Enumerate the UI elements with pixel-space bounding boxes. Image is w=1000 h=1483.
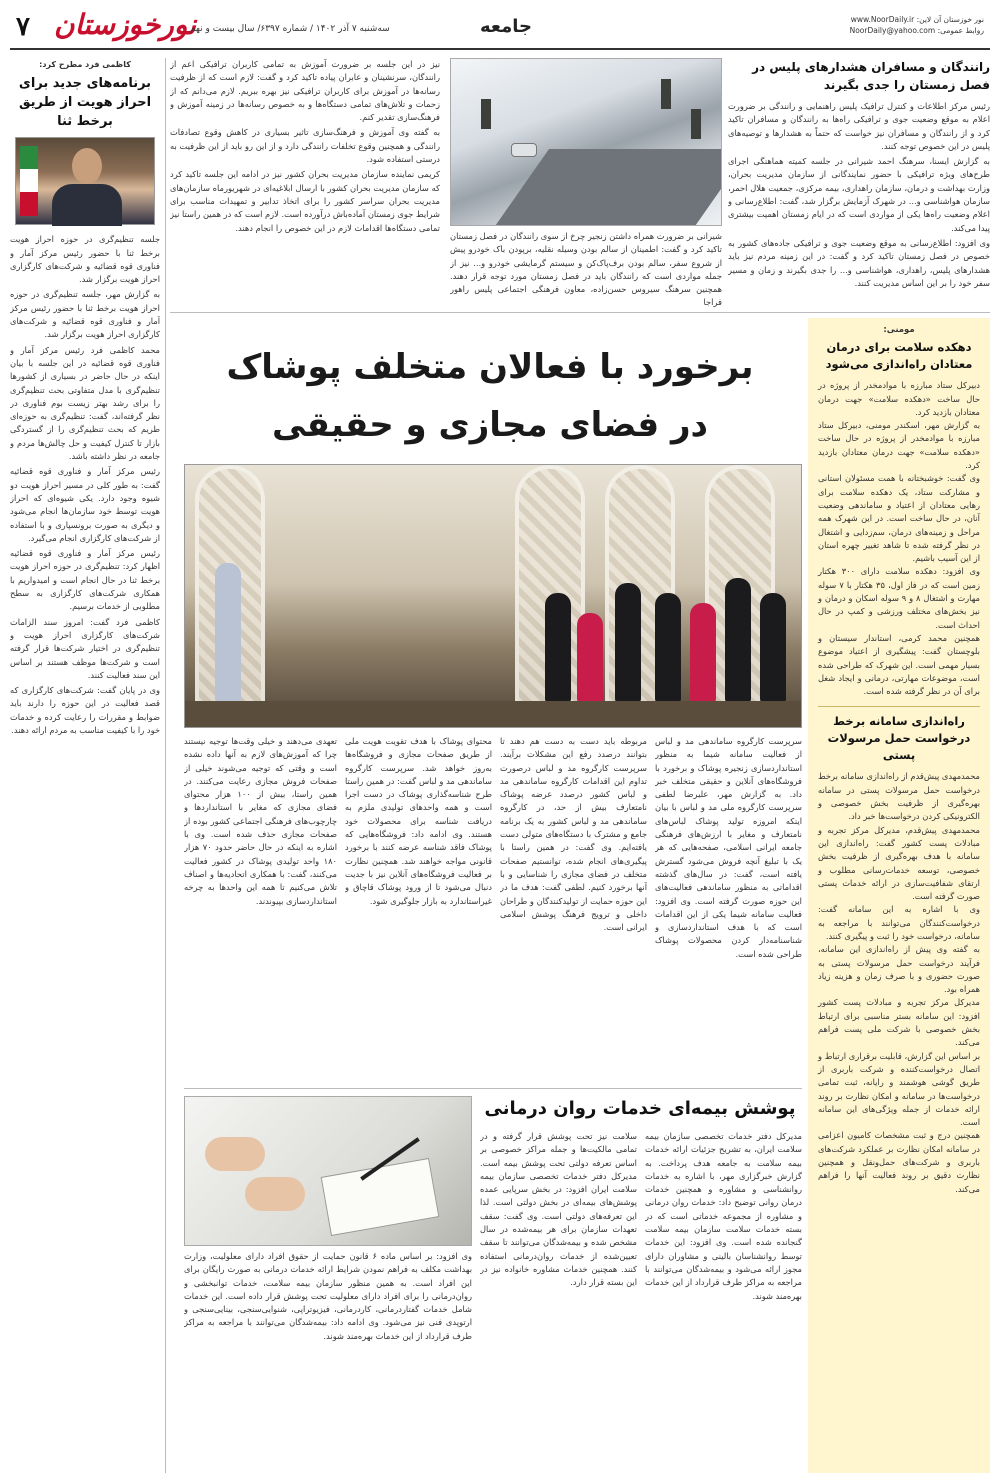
main-story-text: مربوطه باید دست به دست هم دهند تا بتوانند درصدد رفع این مشکلات برآیند. سرپرست کارگروه مد و لباس درصورت تداوم این اقدامات کارگروه ساماندهی مد و لباس کشور درصدد عرضه پوشاک نامتعارف بیش از حد، در کارگروه ساماندهی مد و لباس کشور به یک برنامه جامع و مشترک با دستگاه‌های متولی دست یافته‌ایم. وی گفت: در همین راستا با پیگیری‌های انجام شده، توانستیم صفحات متخلف در فضای مجازی را شناسایی و با آنها برخورد کنیم. لطفی گفت: هدف ما در این حوزه حمایت از تولیدکنندگان و طراحان داخلی و ترویج فرهنگ پوشش اسلامی ایرانی است. xyxy=(500,736,647,933)
road-shape xyxy=(493,149,722,226)
left-story-paragraph: محمد کاظمی فرد رئیس مرکز آمار و فناوری قوه قضائیه در این جلسه با بیان اینکه در حال حاضر در بسیاری از کشورها تنظیم‌گری با مدل متفاوتی بحث تنظیم‌گری را برای رشد بهتر زیست بوم فناوری در نظر گرفته‌اند، گفت: تنظیم‌گری به حوزه‌ای طریم که بحث تنظیم‌گری را از گستردگی بازار تا کنترل کیفیت و حل چالش‌ها مردم و جامعه در نظر داشته باشد. xyxy=(10,344,160,462)
health-village-paragraph: وی گفت: خوشبختانه با همت مسئولان استانی و مشارکت ستاد، یک دهکده سلامت برای رهایی معتادان از اعتیاد و ساماندهی وضعیت آنان، در حال ساخت است. در این شهرک همه مراحل و زمینه‌های درمان، سم‌زدایی و اشتغال در نظر گرفته شده تا شاهد تغییر چهره استان از این آسیب باشیم. xyxy=(818,473,980,564)
mannequin-shape xyxy=(690,603,716,703)
postal-system-paragraph: به گفته وی پیش از راه‌اندازی این سامانه، فرآیند درخواست حمل مرسولات پستی به صورت حضوری و با صرف زمان و هزینه زیاد همراه بود. xyxy=(818,944,980,995)
main-story-text: سرپرست کارگروه ساماندهی مد و لباس از فعالیت سامانه شیما به منظور استانداردسازی زنجیره پوشاک و برخورد با فروشگاه‌های آنلاین و حقیقی متخلف خبر داد. به گزارش مهر، علیرضا لطفی سرپرست کارگروه ملی مد و لباس با بیان اینکه امروزه تولید پوشاک لباس‌های نامتعارف و مغایر با ارزش‌های فرهنگی جامعه ایرانی اسلامی، صفحه‌هایی که هر یک با تبلیغ آنچه فروش می‌شود گسترش یافته است، گفت: در سال‌های گذشته اقداماتی به منظور ساماندهی فعالیت‌های این حوزه صورت گرفته است. وی افزود: فعالیت سامانه شیما یکی از این اقدامات است که با هدف استانداردسازی و شناسنامه‌دار کردن محصولات پوشاک طراحی شده است. xyxy=(655,736,802,959)
insurance-text: مدیرکل دفتر خدمات تخصصی سازمان بیمه سلامت ایران، به تشریح جزئیات ارائه خدمات بیمه سلامت به جامعه هدف پرداخت. به گزارش خبرگزاری مهر، با اشاره به خدمات روانشناسی و مشاوره و همچنین خدمات درمان روانی توضیح داد: خدمات روان درمانی و مشاوره از مجموعه خدماتی است که در بسته خدمات سلامت سازمان بیمه سلامت گنجانده شده است. وی افزود: این خدمات توسط روانشناسان بالینی و مشاوران دارای مجوز ارائه می‌شود و بیمه‌شدگان می‌توانند با مراجعه به مراکز طرف قرارداد از این خدمات بهره‌مند شوند. xyxy=(645,1131,802,1301)
main-story-column-4 xyxy=(184,735,337,1085)
left-story xyxy=(10,58,160,1473)
left-story-paragraph: رئیس مرکز آمار و فناوری قوه قضائیه گفت: به طور کلی در مسیر احراز هویت دو شیوه وجود دارد. یکی شیوه‌ای که احراز هویت توسط خود سازمان‌ها انجام می‌شود و دیگری به صورت برونسپاری و با استفاده از شرکت‌های کارگزاری انجام می‌گیرد. xyxy=(10,466,160,543)
police-story-continued xyxy=(170,58,440,308)
mannequin-shape xyxy=(577,613,603,703)
therapy-session-photo xyxy=(184,1096,472,1246)
portrait-suit xyxy=(52,184,122,226)
official-portrait-photo xyxy=(15,137,155,225)
yellow-sidebar-content xyxy=(808,318,990,1473)
store-floor xyxy=(185,701,801,727)
insurance-headline: پوشش بیمه‌ای خدمات روان درمانی xyxy=(484,1098,796,1119)
section-title: جامعه xyxy=(480,16,532,37)
left-story-headline: برنامه‌های جدید برای احراز هویت از طریق برخط ثنا xyxy=(18,76,152,130)
mannequin-shape xyxy=(545,593,571,703)
postal-system-paragraph: بر اساس این گزارش، قابلیت برقراری ارتباط و اتصال درخواست‌کننده و شرکت باربری از طریق گوشی هوشمند و رایانه، ثبت تمامی درخواست‌ها در سامانه و امکان نظارت بر روند ارائه خدمات از جمله ویژگی‌های این سامانه است. xyxy=(818,1050,980,1128)
clothing-store-photo xyxy=(184,464,802,728)
flag-graphic xyxy=(20,146,38,216)
main-headline-line-2: در فضای مجازی و حقیقی xyxy=(272,405,708,445)
postal-system-paragraph: محمدمهدی پیش‌قدم از راه‌اندازی سامانه برخط درخواست حمل مرسولات پستی در سامانه بهره‌گیری از ظرفیت بخش خصوصی و الکترونیکی کردن درخواست‌ها خبر داد. xyxy=(818,771,980,822)
police-continued-paragraph: کریمی نماینده سازمان مدیریت بحران کشور نیز در ادامه این جلسه تاکید کرد که سازمان مدیریت بحران کشور با ارسال ابلاغیه‌ای در شهریورماه سازمان‌های مدیریت بحران سراسر کشور را برای اتخاذ تدابیر و تمهیدات مناسب برای شرایط جوی زمستان آماده‌باش درآورده است. لازم است که در همین راستا نیز تمامی دستگاه‌ها اقدامات لازم در این خصوص را انجام دهند. xyxy=(170,169,440,233)
hand-shape xyxy=(245,1177,305,1211)
main-story-column-1 xyxy=(655,735,802,1085)
main-headline-line-1: برخورد با فعالان متخلف پوشاک xyxy=(226,347,754,387)
health-village-paragraph: همچنین محمد کرمی، استاندار سیستان و بلوچستان گفت: پیشگیری از اعتیاد موضوع بسیار مهمی است. این شهرک که طراحی شده است، موضوعات مهارتی، درمانی و ایجاد شغل برای آن در نظر گرفته شده است. xyxy=(818,632,980,697)
masthead xyxy=(10,6,990,50)
hand-shape xyxy=(205,1137,265,1171)
main-story-text: محتوای پوشاک با هدف تقویت هویت ملی از طریق صفحات مجازی و فروشگاه‌ها به‌روز خواهد شد. سرپرست کارگروه ساماندهی مد و لباس گفت: در همین راستا طرح شناسه‌گذاری پوشاک در دست اجرا است و همه واحدهای تولیدی ملزم به دریافت شناسه برای محصولات خود هستند. وی ادامه داد: فروشگاه‌هایی که پوشاک فاقد شناسه عرضه کنند با برخورد قانونی مواجه خواهند شد. همچنین نظارت بر فعالیت فروشگاه‌های آنلاین نیز با جدیت دنبال می‌شود تا از ورود پوشاک قاچاق و غیراستاندارد به بازار جلوگیری شود. xyxy=(345,736,492,906)
tree-shape xyxy=(481,99,491,129)
left-story-paragraph: جلسه تنظیم‌گری در حوزه احراز هویت برخط ثنا با حضور رئیس مرکز آمار و فناوری قوه قضائیه و شرکت‌های کارگزاری احراز هویت برگزار شد. xyxy=(10,234,160,285)
left-story-paragraph: به گزارش مهر، جلسه تنظیم‌گری در حوزه احراز هویت برخط ثنا با حضور رئیس مرکز آمار و فناوری قوه قضائیه و شرکت‌های کارگزاری احراز هویت برگزار شد. xyxy=(10,289,160,340)
police-story-paragraph: رئیس مرکز اطلاعات و کنترل ترافیک پلیس راهنمایی و رانندگی بر ضرورت اعلام به موقع وضعیت جوی و ترافیکی راه‌ها به رانندگان و مسافران تاکید کرد و از رانندگان و مسافران نیز خواست که حتماً به هشدارها و توصیه‌های پلیس در این خصوص توجه کنند. xyxy=(728,101,990,151)
horizontal-divider xyxy=(170,312,990,313)
mannequin-shape xyxy=(725,578,751,703)
postal-system-paragraph: همچنین درج و ثبت مشخصات کامیون اعزامی در سامانه امکان نظارت بر عملکرد شرکت‌های باربری و شرکت‌های حمل‌ونقل و همچنین نظارت دقیق بر روند فعالیت آنها را فراهم می‌کند. xyxy=(818,1130,980,1194)
column-divider xyxy=(165,58,166,1473)
postal-system-paragraph: مدیرکل مرکز تجربه و مبادلات پست کشور افزود: این سامانه بستر مناسبی برای ارتباط بخش خصوصی با شرکت ملی پست فراهم می‌کند. xyxy=(818,997,980,1048)
police-continued-paragraph: به گفته وی آموزش و فرهنگ‌سازی تاثیر بسیاری در کاهش وقوع تصادفات رانندگی و همچنین وقوع تخلفات رانندگی دارد و از این رو باید از این ظرفیت به درستی استفاده شود. xyxy=(170,127,440,165)
contact-email[interactable]: روابط عمومی: NoorDaily@yahoo.com xyxy=(849,26,984,35)
health-village-paragraph: به گزارش مهر، اسکندر مومنی، دبیرکل ستاد مبارزه با موادمخدر از پروژه در حال ساخت «دهکده سلامت» جهت درمان معتادان بازدید کرد. xyxy=(818,420,980,471)
postal-system-headline: راه‌اندازی سامانه برخط درخواست حمل مرسولات پستی xyxy=(818,706,980,764)
insurance-text: سلامت نیز تحت پوشش قرار گرفته و در تمامی مالکیت‌ها و جمله مراکز خصوصی بر اساس تعرفه دولتی تحت پوشش بیمه است. مدیرکل دفتر خدمات تخصصی سازمان بیمه سلامت ایران افزود: در بخش سرپایی عمده پوشش‌های بیمه‌ای در بخش دولتی است. لذا این تعرفه‌های دولتی است. وی گفت: سقف تعهدات سازمان برای هر بیمه‌شده در سال مشخص شده و بیمه‌شدگان می‌توانند تا سقف تعیین‌شده از خدمات روان‌درمانی استفاده کنند. همچنین خدمات مشاوره خانواده نیز در این بسته قرار دارد. xyxy=(480,1131,637,1288)
left-story-paragraph: کاظمی فرد گفت: امروز سند الزامات شرکت‌های کارگزاری احراز هویت و تنظیم‌گری در اختیار شرکت‌ها قرار گرفته است و شرکت‌ها موظف هستند بر اساس این سند فعالیت کنند. xyxy=(10,616,160,680)
snowy-road-photo xyxy=(450,58,722,226)
main-headline xyxy=(180,338,800,454)
police-warning-story xyxy=(728,58,990,308)
left-story-paragraph: رئیس مرکز آمار و فناوری قوه قضائیه اظهار کرد: تنظیم‌گری در حوزه احراز هویت برخط ثنا در حال انجام است و امیدواریم با همکاری شرکت‌های کارگزاری به سطح مطلوبی از خدمات برسیم. xyxy=(10,548,160,612)
snow-photo-caption xyxy=(450,230,722,310)
insurance-column-2 xyxy=(480,1130,637,1473)
main-story-text: تعهدی می‌دهند و خیلی وقت‌ها توجیه نیستند چرا که آموزش‌های لازم به آنها داده نشده است و وقتی که توجیه می‌شوند خیلی از صفحات فروش مجازی رعایت می‌کنند. در همین راستا، بیش از ۱۰۰ هزار محتوای فضای مجازی که مغایر با استانداردها و چارچوب‌های فرهنگی اجتماعی کشور بوده از صفحات مجازی حذف شده است. وی با اشاره به اینکه در حال حاضر حدود ۷۰ هزار ۱۸۰ واحد تولیدی پوشاک در کشور فعالیت می‌کنند، گفت: با همکاری اتحادیه‌ها و اصناف تلاش می‌کنیم تا همه این واحدها به چرخه استانداردسازی بپیوندند. xyxy=(184,736,337,906)
health-village-kicker: مومنی: xyxy=(883,325,915,335)
mannequin-shape xyxy=(215,563,241,703)
horizontal-divider xyxy=(184,1088,802,1089)
portrait-head xyxy=(72,148,102,184)
police-story-paragraph: وی افزود: اطلاع‌رسانی به موقع وضعیت جوی و ترافیکی جاده‌های کشور به خصوص در فصل زمستان تاکید کرد و گفت: در این زمینه مردم نیز باید هشدارهای پلیس، راهداری، هواشناسی و... را جدی بگیرند و زمان و مسیر سفر خود را بر این اساس مدیریت کنند. xyxy=(728,237,990,288)
yellow-sidebar xyxy=(808,318,990,1473)
left-story-paragraph: وی در پایان گفت: شرکت‌های کارگزاری که قصد فعالیت در این حوزه را دارند باید ضوابط و مقررات را رعایت کرده و خدمات خود را با کیفیت مناسب به مردم ارائه دهند. xyxy=(10,685,160,735)
police-continued-paragraph: نیز در این جلسه بر ضرورت آموزش به تمامی کاربران ترافیکی اعم از رانندگان، سرنشینان و عابران پیاده تاکید کرد و گفت: لازم است که از ظرفیت رسانه‌ها در آموزش برای کاربران ترافیکی نیز بهره ببریم. لازم می‌دانم که از زحمات و تلاش‌های تمامی دستگاه‌ها و به خصوص رسانه‌ها در زمینه آموزش و فرهنگ‌سازی تقدیر کنم. xyxy=(170,59,440,123)
left-story-kicker: کاظمی فرد مطرح کرد: xyxy=(39,60,131,69)
mannequin-shape xyxy=(615,583,641,703)
mannequin-shape xyxy=(760,593,786,703)
notepad-shape xyxy=(321,1158,440,1236)
police-story-paragraph: به گزارش ایسنا، سرهنگ احمد شیرانی در جلسه کمیته هماهنگی اجرای طرح‌های ویژه ترافیکی با حضور نمایندگانی از سازمان مدیریت بحران، وزارت بهداشت و درمان، سازمان راهداری، بیمه مرکزی، جمعیت هلال احمر، سازمان هواشناسی و... در شهرک آزمایش برگزار شد، گفت: اطلاع‌رسانی و اعلام وضعیت راه‌ها یکی از مواردی است که در ایام زمستان اهمیت بیشتری پیدا می‌کند. xyxy=(728,156,990,233)
postal-system-paragraph: وی با اشاره به این سامانه گفت: درخواست‌کنندگان می‌توانند با مراجعه به سامانه، درخواست خود را ثبت و پیگیری کنند. xyxy=(818,904,980,941)
newspaper-logo: نورخوزستان xyxy=(54,8,197,41)
issue-info: سه‌شنبه ۷ آذر ۱۴۰۲ / شماره ۶۳۹۷/ سال بیست و نهم xyxy=(190,24,390,34)
main-story-column-3 xyxy=(345,735,492,1085)
insurance-column-3 xyxy=(184,1250,472,1473)
tree-shape xyxy=(691,109,701,139)
insurance-text: وی افزود: بر اساس ماده ۶ قانون حمایت از حقوق افراد دارای معلولیت، وزارت بهداشت مکلف به فراهم نمودن شرایط ارائه خدمات درمانی به صورت رایگان برای این افراد است. به همین منظور سازمان بیمه سلامت، خدمات توانبخشی و روان‌درمانی را برای افراد دارای معلولیت تحت پوشش قرار داده است. این خدمات شامل خدمات گفتاردرمانی، کاردرمانی، فیزیوتراپی، شنوایی‌سنجی، بینایی‌سنجی و ارتوپدی فنی نیز می‌شود. وی ادامه داد: بیمه‌شدگان می‌توانند با مراجعه به مراکز طرف قرارداد از این خدمات بهره‌مند شوند. xyxy=(184,1251,472,1341)
health-village-headline: دهکده سلامت برای درمان معتادان راه‌اندازی می‌شود xyxy=(825,340,973,372)
insurance-column-1 xyxy=(645,1130,802,1473)
health-village-paragraph: وی افزود: دهکده سلامت دارای ۳۰۰ هکتار زمین است که در فاز اول، ۳۵ هکتار با ۷ سوله مهارت و اشتغال ۸ و ۹ سوله اسکان و درمان و نیز بخش‌های مختلف ورزشی و کمپ در حال احداث است. xyxy=(818,566,980,630)
tree-shape xyxy=(661,79,671,109)
snow-caption-text: شیرانی بر ضرورت همراه داشتن زنجیر چرخ از سوی رانندگان در فصل زمستان تاکید کرد و گفت: اطمینان از سالم بودن وسیله نقلیه، برپودن باک خودرو پیش از شروع سفر، سالم بودن برف‌پاک‌کن و سیستم گرمایشی خودرو و... نیز از جمله مواردی است که رانندگان باید در فصل زمستان مورد توجه قرار دهند. همچنین سرهنگ سیروس حسن‌زاده، معاون فرهنگی اجتماعی پلیس راهور فراجا xyxy=(450,231,722,308)
postal-system-paragraph: محمدمهدی پیش‌قدم، مدیرکل مرکز تجربه و مبادلات پست کشور گفت: راه‌اندازی این سامانه با هدف بهره‌گیری از ظرفیت بخش خصوصی، توسعه خدمات‌رسانی مطلوب و ارتقای شفافیت‌سازی در ارائه خدمات پستی صورت گرفته است. xyxy=(818,824,980,902)
car-shape xyxy=(511,143,537,157)
site-url[interactable]: نور خوزستان آن لاین: www.NoorDaily.ir xyxy=(850,15,984,24)
main-story-column-2 xyxy=(500,735,647,1085)
site-info xyxy=(850,14,984,36)
health-village-paragraph: دبیرکل ستاد مبارزه با موادمخدر از پروژه در حال ساخت «دهکده سلامت» جهت درمان معتادان بازدید کرد. xyxy=(818,380,980,417)
page-number: ۷ xyxy=(16,12,30,42)
police-story-headline: رانندگان و مسافران هشدارهای پلیس در فصل زمستان را جدی بگیرند xyxy=(752,60,990,92)
mannequin-shape xyxy=(655,593,681,703)
